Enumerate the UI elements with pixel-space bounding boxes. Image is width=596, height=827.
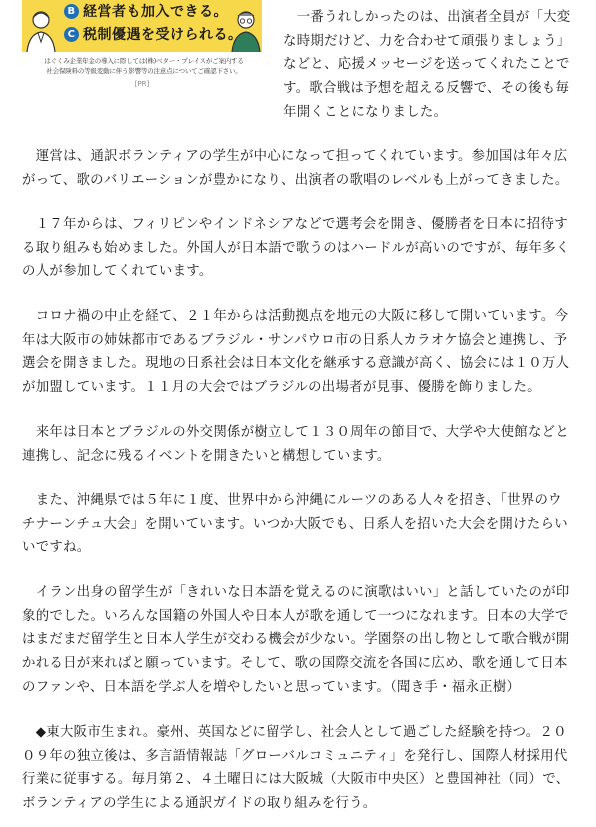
text-line: 年は大阪市の姉妹都市であるブラジル・サンパウロ市の日系人カラオケ協会と連携し、予 <box>22 332 568 348</box>
text-line: 連携し、記念に残るイベントを開きたいと構想しています。 <box>22 448 391 464</box>
article-paragraph <box>22 421 569 468</box>
text-line: な時期だけど、力を合わせて頑張りましょう」 <box>283 33 571 49</box>
text-line: チナーンチュ大会」を開いています。いつか大阪でも、日系人を招いた大会を開けたらい <box>22 516 568 532</box>
text-line: 来年は日本とブラジルの外交関係が樹立して１３０周年の節目で、大学や大使館などと <box>22 425 570 440</box>
text-line: コロナ禍の中止を経て、２１年からは活動拠点を地元の大阪に移して開いています。今 <box>22 309 569 324</box>
ad-pr-label: [PR] <box>134 80 150 88</box>
ad-disclaimer <box>26 56 262 76</box>
text-line: かれる日が来ればと願っています。そして、歌の国際交流を各国に広め、歌を通して日本 <box>22 656 568 672</box>
ad-item-c-text: 税制優遇を受けられる。 <box>83 27 243 43</box>
text-line: る取り組みも始めました。外国人が日本語で歌うのはハードルが高いのですが、毎年多く <box>22 240 570 256</box>
ad-item-b <box>64 1 228 21</box>
text-line: 象的でした。いろんな国籍の外国人や日本人が歌を通して一つになれます。日本の大学で <box>22 608 569 624</box>
author-profile <box>22 721 569 816</box>
advertisement[interactable] <box>22 0 262 92</box>
text-line: などと、応援メッセージを送ってくれたことで <box>283 57 570 73</box>
ad-item-c-marker: C <box>64 27 79 42</box>
text-line: ボランティアの学生による通訳ガイドの取り組みを行う。 <box>22 796 377 812</box>
ad-disclaimer-line: はぐくみ企業年金の導入に際しては(株)ベター・プレイスがご案内する <box>44 57 244 65</box>
text-line: １７年からは、フィリピンやインドネシアなどで選考会を開き、優勝者を日本に招待す <box>22 217 568 232</box>
text-line: ◆東大阪市生まれ。豪州、英国などに留学し、社会人として過ごした経験を持つ。２０ <box>22 725 567 740</box>
ad-disclaimer-line: 社会保険料の等級変動に伴う影響等の注意点についてご確認下さい。 <box>46 67 242 75</box>
text-line: 一番うれしかったのは、出演者全員が「大変 <box>283 10 571 25</box>
text-line: 年開くことになりました。 <box>283 104 448 120</box>
person-illustration-icon <box>24 6 58 52</box>
text-line: す。歌合戦は予想を超える反響で、その後も毎 <box>283 81 570 97</box>
ad-item-b-text: 経営者も加入できる。 <box>83 4 228 20</box>
text-line: はまだまだ留学生と日本人学生が交わる機会が少ない。学園祭の出し物として歌合戦が開 <box>22 632 570 648</box>
text-line: がって、歌のバリエーションが豊かになり、出演者の歌唱のレベルも上がってきました。 <box>22 172 569 188</box>
article-paragraph <box>22 213 570 284</box>
ad-item-c <box>64 24 243 44</box>
text-line: のファンや、日本語を学ぶ人を増やしたいと思っています。（聞き手・福永正樹） <box>22 679 521 695</box>
text-line: が加盟しています。１１月の大会ではブラジルの出場者が見事、優勝を飾りました。 <box>22 380 541 396</box>
text-line: の人が参加してくれています。 <box>22 264 213 280</box>
article-paragraph <box>22 145 569 192</box>
text-line: イラン出身の留学生が「きれいな日本語を覚えるのに演歌はいい」と話していたのが印 <box>22 585 570 600</box>
text-line: 選会を開きました。現地の日系社会は日本文化を継承する意識が高く、協会には１０万人 <box>22 356 570 372</box>
text-line: また、沖縄県では５年に１度、世界中から沖縄にルーツのある人々を招き、「世界のウ <box>22 493 562 508</box>
article-paragraph <box>22 489 568 560</box>
ad-item-b-marker: B <box>64 4 79 19</box>
article-paragraph <box>22 305 569 400</box>
text-line: ０９年の独立後は、多言語情報誌「グローバルコミュニティ」を発行し、国際人材採用代 <box>22 748 568 764</box>
text-line: 行業に従事する。毎月第２、４土曜日には大阪城（大阪市中央区）と豊国神社（同）で、 <box>22 772 570 788</box>
text-line: 運営は、通訳ボランティアの学生が中心になって担ってくれています。参加国は年々広 <box>22 149 568 164</box>
text-line: いですね。 <box>22 540 91 556</box>
article-paragraph <box>22 581 570 700</box>
article-paragraph-intro <box>283 6 571 125</box>
